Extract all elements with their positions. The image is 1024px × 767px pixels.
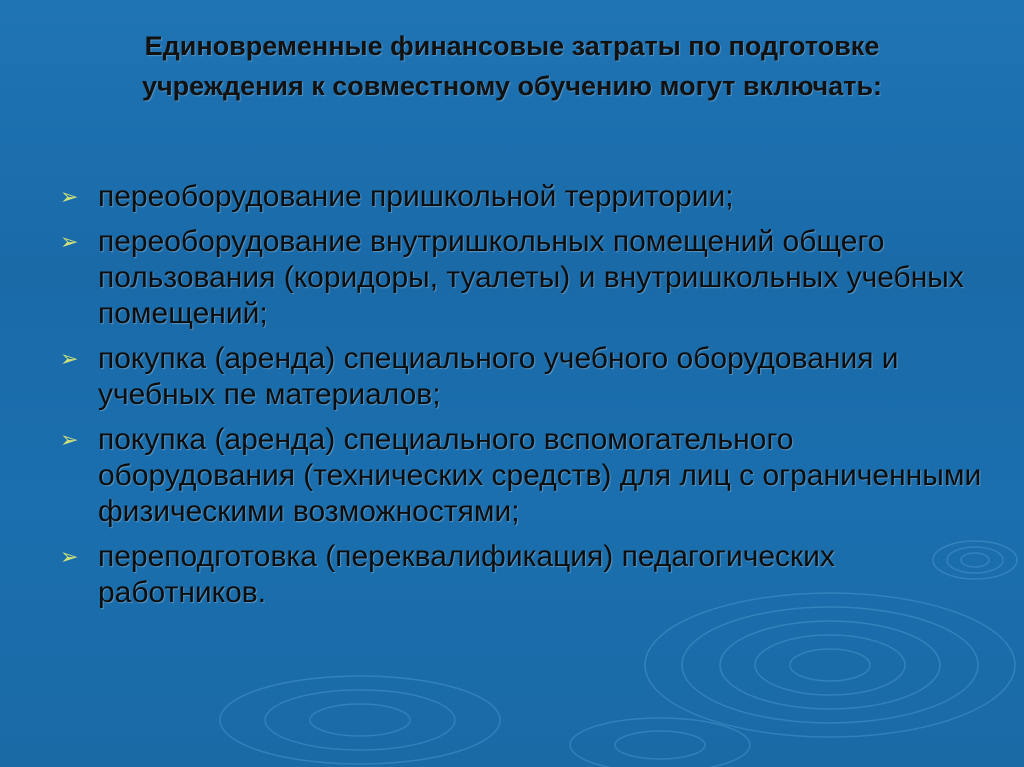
bullet-text: переподготовка (переквалификация) педагогических работников. (98, 540, 835, 609)
arrow-bullet-icon: ➢ (60, 346, 79, 371)
arrow-bullet-icon: ➢ (60, 544, 79, 569)
bullet-item (58, 341, 988, 413)
slide-title: Единовременные финансовые затраты по подготовке учреждения к совместному обучению могут включать: (141, 31, 883, 101)
arrow-bullet-icon: ➢ (60, 184, 79, 209)
bullet-list (58, 179, 988, 620)
bullet-item (58, 179, 988, 215)
bullet-item (58, 422, 988, 530)
arrow-bullet-icon: ➢ (60, 229, 79, 254)
arrow-bullet-icon: ➢ (60, 427, 79, 452)
bullet-text: переоборудование пришкольной территории; (98, 180, 734, 213)
bullet-item (58, 224, 988, 332)
bullet-text: переоборудование внутришкольных помещений общего пользования (коридоры, туалеты) и внутришкольных учебных помещений; (98, 225, 964, 330)
bullet-text: покупка (аренда) специального вспомогательного оборудования (технических средств) для лиц с ограниченными физическими возможностями; (98, 423, 982, 528)
bullet-text: покупка (аренда) специального учебного оборудования и учебных пе материалов; (98, 342, 899, 411)
bullet-item (58, 539, 988, 611)
